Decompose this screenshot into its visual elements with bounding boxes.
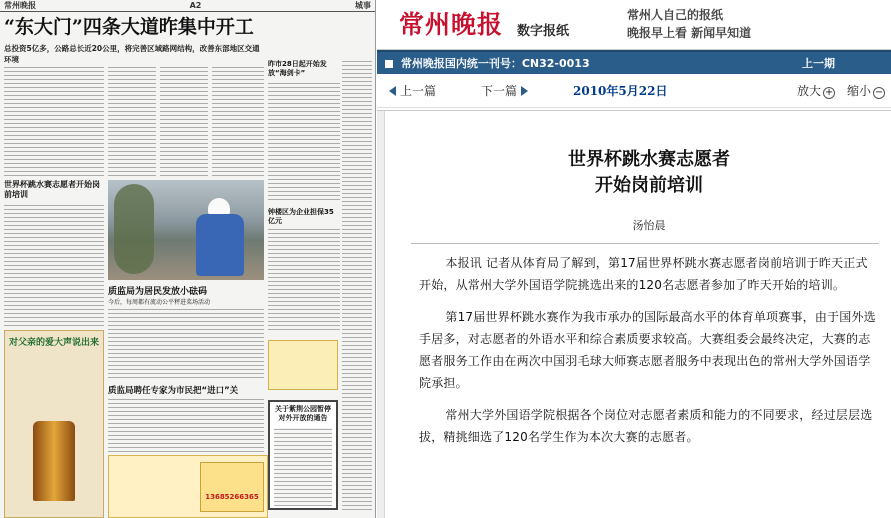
paper-page-number: A2 [189,1,202,10]
article-divider [411,243,879,244]
paper-ad-small[interactable] [268,340,338,390]
next-article-label: 下一篇 [481,84,518,98]
ad-fathers-day-text: 对父亲的爱大声说出来 [8,338,99,348]
arrow-left-icon [389,86,396,96]
paper-subhead: 总投资5亿多，公路总长近20公里，将完善区域路网结构，改善东部地区交通环境 [4,44,260,64]
paper-masthead-logo: 常州晚报 [4,0,36,10]
arrow-right-icon [521,86,528,96]
slogan-line-1: 常州人自己的报纸 [627,8,724,22]
paper-story-weights-headline[interactable]: 质监局为居民发放小砝码 [108,287,208,297]
article-paragraph: 第17届世界杯跳水赛作为我市承办的国际最高水平的体育单项赛事，由于国外选手居多，对志愿者的外语水平和综合素质要求较高。大赛组委会最终决定，大赛的志愿者服务工作由在两次中国羽毛球大师赛志愿者服务中表现出色的常州大学外国语学院承担。 [419,310,876,390]
paper-notice-box[interactable] [268,400,338,510]
article-body [419,252,879,448]
issue-navbar [377,50,891,74]
notice-text-block [274,428,332,506]
paper-text-block [160,66,208,176]
site-slogan [627,6,751,42]
scrollbar[interactable] [377,111,385,518]
photo-tree [114,184,154,274]
paper-text-block [108,398,264,452]
paper-photo[interactable] [108,180,264,280]
paper-text-block [4,66,104,176]
paper-ad-fathers-day[interactable] [4,330,104,518]
paper-story-volunteer-headline[interactable]: 世界杯跳水赛志愿者开始岗前培训 [4,180,100,199]
article-title-line-1: 世界杯跳水赛志愿者 [568,149,730,170]
zoom-out-button[interactable] [847,76,885,106]
paper-section: 城事 [354,1,371,10]
issue-date: 2010年5月22日 [573,84,668,98]
paper-text-block [268,228,340,333]
article-title-line-2: 开始岗前培训 [595,175,703,196]
paper-story-import-headline[interactable]: 质监局聘任专家为市民把“进口”关 [108,386,239,396]
ad-bottle-image [33,421,75,501]
notice-title: 关于紫荆公园暂停对外开放的通告 [275,405,331,422]
slogan-line-2: 晚报早上看 新闻早知道 [627,26,752,40]
site-banner [377,0,891,50]
paper-side-headline-1[interactable]: 昨市28日起开始发放“海剑卡” [268,60,327,77]
prev-article-label: 上一篇 [400,84,437,98]
zoom-in-label: 放大 [797,84,822,98]
newspaper-page-image[interactable] [0,0,376,518]
issn-text: 常州晚报国内统一刊号：CN32-0013 [400,57,590,70]
article-paragraph: 本报讯 记者从体育局了解到，第17届世界杯跳水赛志愿者岗前培训于昨天正式开始，从常州大学外国语学院挑选出来的120名志愿者参加了昨天开始的培训。 [419,256,868,292]
paper-masthead [0,0,375,12]
zoom-out-label: 缩小 [847,84,872,98]
paper-text-block [268,82,340,202]
paper-text-block [108,66,156,176]
paper-ad-phone[interactable] [200,462,264,512]
paper-text-block [212,66,264,176]
square-bullet-icon [385,60,393,68]
zoom-out-icon: − [874,87,884,98]
paper-headline[interactable]: “东大门”四条大道昨集中开工 [4,16,254,38]
article-author: 汤怡晨 [632,219,666,232]
zoom-in-icon: + [824,87,834,98]
ad-phone-number: 13685266365 [205,493,259,501]
paper-text-block [4,204,104,326]
article-title [419,147,879,199]
photo-worker [196,214,244,276]
article-paragraph: 常州大学外国语学院根据各个岗位对志愿者素质和能力的不同要求，经过层层选拔，精挑细选了120名学生作为本次大赛的志愿者。 [419,408,873,444]
article-pager [377,74,891,108]
paper-text-block [342,60,372,510]
next-article-button[interactable] [481,76,528,106]
photo-helmet [208,198,230,214]
prev-article-button[interactable] [389,76,436,106]
prev-issue-link[interactable]: 上一期 [802,57,835,70]
article-content [419,111,879,448]
brand-subtitle: 数字报纸 [517,24,570,39]
paper-story-weights-sub: 今后，每周都有流动公平秤进菜场活动 [108,299,211,306]
paper-side-headline-2[interactable]: 钟楼区为企业担保35亿元 [268,208,334,225]
paper-text-block [108,308,264,380]
brand-logo[interactable]: 常州晚报 [399,10,504,39]
article-panel [377,110,891,518]
article-viewer [377,0,891,518]
zoom-in-button[interactable] [797,76,835,106]
